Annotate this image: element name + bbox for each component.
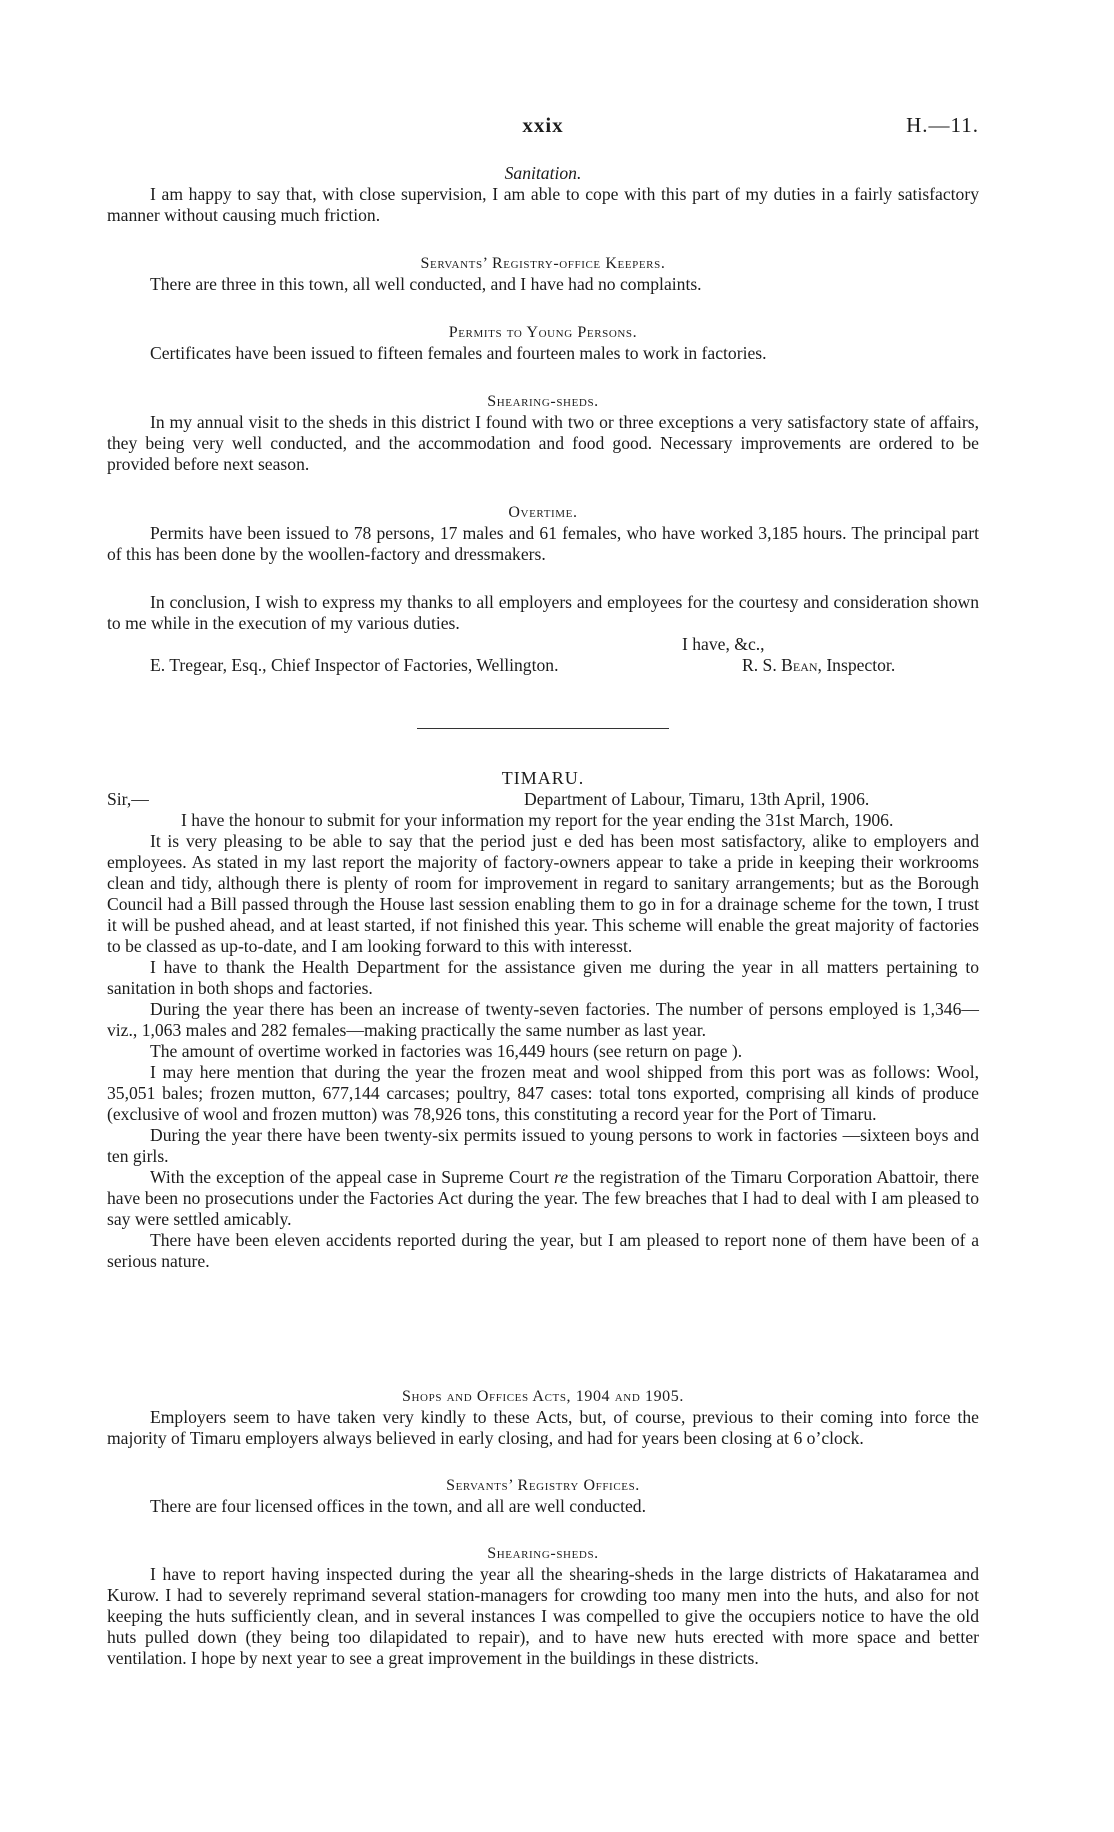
shops-heading: Shops and Offices Acts, 1904 and 1905. [402,1388,684,1405]
salutation: Sir,— [107,789,149,809]
timaru-registry-text: There are four licensed offices in the town, and all are well conducted. [150,1496,647,1516]
overtime-text: Permits have been issued to 78 persons, 17 males and 61 females, who have worked 3,185 hours. The principal part of this has been done by the woollen-factory and dressmakers. [107,523,979,564]
addressee: E. Tregear, Esq., Chief Inspector of Factories, Wellington. [150,655,559,675]
sanitation-section [107,163,979,226]
report-paragraph-5: The amount of overtime worked in factories was 16,449 hours (see return on page ). [150,1041,743,1061]
timaru-registry-section [107,1475,979,1517]
registry-heading: Servants’ Registry-office Keepers. [420,255,666,272]
report-paragraph-accidents: There have been eleven accidents reported during the year, but I am pleased to report none of them have been of a serious nature. [107,1230,979,1271]
salutation-row [107,789,979,810]
shops-text: Employers seem to have taken very kindly to these Acts, but, of course, previous to their coming into force the majority of Timaru employers always believed in early closing, and had for years been closing at 6 o’clock. [107,1407,979,1448]
overtime-section [107,502,979,565]
timaru-sheds-text: I have to report having inspected during the year all the shearing-sheds in the large districts of Hakataramea and Kurow. I had to severely reprimand several station-managers for crowding too many men into the huts, and also for not keeping the huts sufficiently clean, and in several instances I was compelled to give the occupiers notice to have the old huts pulled down (they being too dilapidated to repair), and to have new huts erected with more space and better ventilation. I hope by next year to see a great improvement in the buildings in these districts. [107,1564,979,1668]
shearing-sheds-section [107,391,979,475]
timaru-registry-heading: Servants’ Registry Offices. [446,1477,640,1494]
registry-text: There are three in this town, all well conducted, and I have had no complaints. [150,274,702,294]
sanitation-heading: Sanitation. [504,163,582,183]
conclusion-section [107,592,979,676]
conclusion-text: In conclusion, I wish to express my thanks to all employers and employees for the courtesy and consideration shown to me while in the execution of my various duties. [107,592,979,633]
dateline: Department of Labour, Timaru, 13th April, 1906. [524,789,870,809]
report-paragraph-2: It is very pleasing to be able to say that the period just e ded has been most satisfactory, alike to employers and employees. As stated in my last report the majority of factory-owners appear to take a pride in keeping their workrooms clean and tidy, although there is plenty of room for improvement in regard to sanitary arrangements; but as the Borough Council had a Bill passed through the House last session enabling them to go in for a drainage scheme for the town, I trust it will be pushed ahead, and at least started, if not finished this year. This scheme will enable the great majority of factories to be classed as up-to-date, and I am looking forward to this with interesst. [107,831,979,956]
shops-section [107,1386,979,1449]
timaru-sheds-heading: Shearing-sheds. [487,1545,599,1562]
report-paragraph-appeal [107,1167,979,1230]
signature-title: , Inspector. [817,655,896,675]
timaru-report [107,768,979,1272]
overtime-heading: Overtime. [508,504,578,521]
section-divider [417,728,669,729]
page-reference: H.—11. [906,113,979,137]
report-paragraph-6: I may here mention that during the year the frozen meat and wool shipped from this port was as follows: Wool, 35,051 bales; frozen mutton, 677,144 carcases; poultry, 847 cases: total tons exported, comprising all kinds of produce (exclusive of wool and frozen mutton) was 78,926 tons, this constituting a record year for the Port of Timaru. [107,1062,979,1124]
signature [742,655,895,676]
appeal-text-end: the registration of the Timaru Corporation Abattoir, there have been no prosecutions under the Factories Act during the year. The few breaches that I had to deal with I am pleased to say were settled amicably. [107,1167,979,1229]
timaru-title: TIMARU. [501,768,585,788]
report-paragraph-7: During the year there have been twenty-six permits issued to young persons to work in factories —sixteen boys and ten girls. [107,1125,979,1166]
permits-heading: Permits to Young Persons. [448,324,638,341]
signature-name: Bean [781,655,818,675]
page-header [107,113,979,143]
page-number: xxix [522,113,564,137]
signature-row [107,655,979,676]
appeal-re: re [554,1167,569,1187]
permits-text: Certificates have been issued to fifteen females and fourteen males to work in factories. [150,343,767,363]
registry-section [107,253,979,295]
signature-initials: R. S. [742,655,777,675]
appeal-text-start: With the exception of the appeal case in Supreme Court [150,1167,555,1187]
sanitation-text: I am happy to say that, with close supervision, I am able to cope with this part of my duties in a fairly satisfactory manner without causing much friction. [107,184,979,225]
report-paragraph-3: I have to thank the Health Department for the assistance given me during the year in all matters pertaining to sanitation in both shops and factories. [107,957,979,998]
timaru-sheds-section [107,1543,979,1669]
report-paragraph-4: During the year there has been an increase of twenty-seven factories. The number of persons employed is 1,346—viz., 1,063 males and 282 females—making practically the same number as last year. [107,999,979,1040]
shearing-sheds-heading: Shearing-sheds. [487,393,599,410]
permits-section [107,322,979,364]
report-paragraph-1: I have the honour to submit for your information my report for the year ending the 31st March, 1906. [181,810,894,830]
closing-text: I have, &c., [682,634,765,654]
shearing-sheds-text: In my annual visit to the sheds in this district I found with two or three exceptions a very satisfactory state of affairs, they being very well conducted, and the accommodation and food good. Necessary improvements are ordered to be provided before next season. [107,412,979,474]
closing-row [107,634,979,655]
